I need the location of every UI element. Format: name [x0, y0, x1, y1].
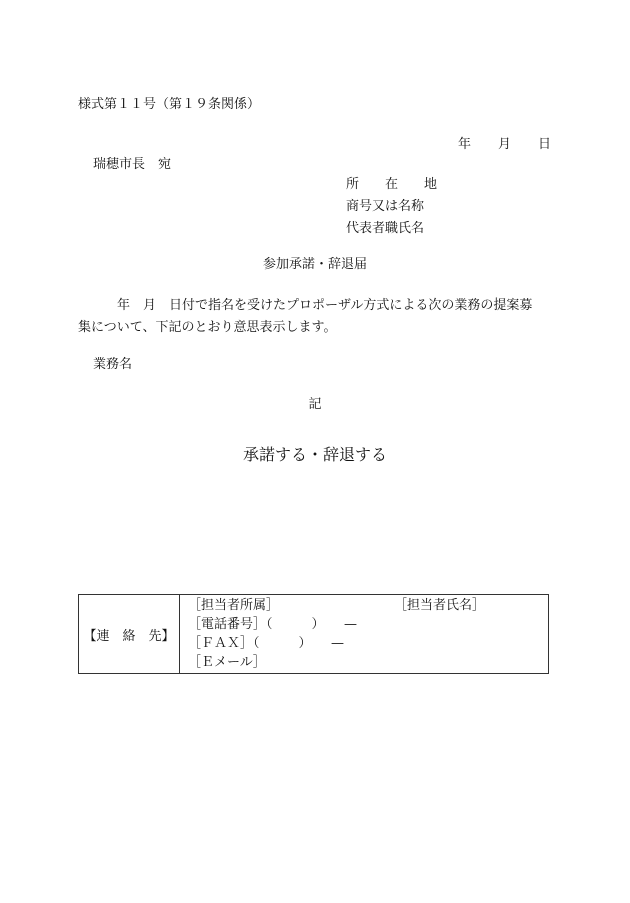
contact-fax: ［ＦＡＸ］（ ） — [188, 636, 345, 651]
date-line [458, 137, 551, 153]
accept-decline-choice: 承諾する・辞退する [242, 445, 387, 464]
date-year: 年 [458, 137, 472, 152]
body-paragraph [78, 295, 550, 339]
applicant-representative-label: 代表者職氏名 [346, 221, 425, 236]
contact-email: ［Ｅメール］ [188, 655, 266, 670]
applicant-address-label: 所 在 地 [346, 177, 438, 192]
applicant-company-label: 商号又は名称 [346, 199, 425, 214]
ki-heading: 記 [308, 397, 322, 412]
body-line-2: 集について、下記のとおり意思表示します。 [78, 320, 337, 335]
date-day: 日 [538, 137, 552, 152]
contact-table [78, 594, 549, 674]
body-line-1: 年 月 日付で指名を受けたプロポーザル方式による次の業務の提案募 [117, 298, 533, 313]
applicant-block [346, 177, 437, 243]
project-name-label: 業務名 [93, 357, 133, 372]
contact-name: ［担当者氏名］ [394, 598, 486, 613]
contact-phone: ［電話番号］（ ） — [188, 617, 358, 632]
contact-row-dept [188, 596, 548, 615]
contact-fields [180, 595, 549, 674]
addressee: 瑞穂市長 宛 [93, 157, 172, 172]
date-month: 月 [498, 137, 512, 152]
document-title: 参加承諾・辞退届 [262, 257, 367, 272]
form-number: 様式第１１号（第１９条関係） [78, 97, 261, 112]
contact-label: 【連 絡 先】 [79, 595, 180, 674]
contact-dept: ［担当者所属］ [188, 598, 280, 613]
